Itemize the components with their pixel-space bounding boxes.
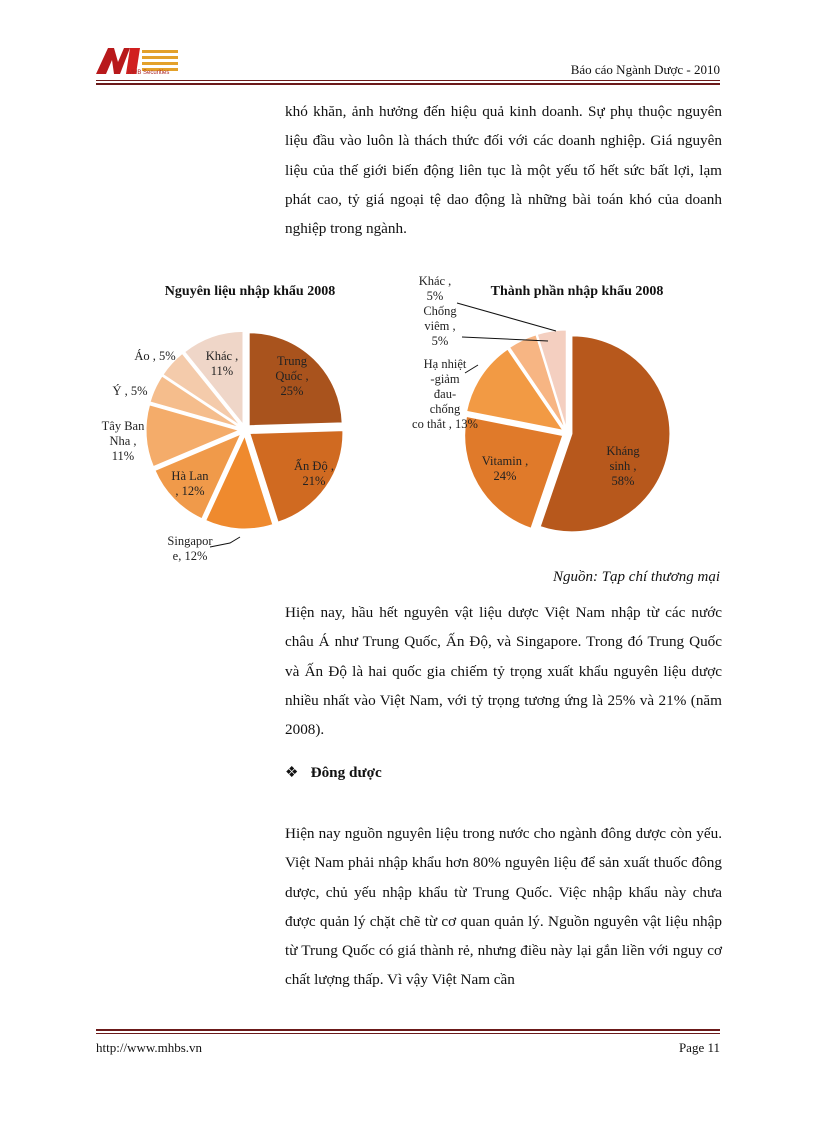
footer-rule-thick: [96, 1029, 720, 1031]
chart1-label-5: Ý , 5%: [112, 384, 148, 398]
header-rule-thick: [96, 83, 720, 85]
chart1-label-6: Áo , 5%: [134, 349, 176, 363]
diamond-bullet-icon: ❖: [285, 764, 299, 781]
paragraph-sources: Hiện nay, hầu hết nguyên vật liệu dược Việt Nam nhập từ các nước châu Á như Trung Quốc, Ấn Độ, và Singapore. Trong đó Trung Quốc và Ấn Độ là hai quốc gia chiếm tỷ trọng xuất khẩu nguyên liệu dược nhiều nhất vào Việt Nam, với tỷ trọng tương ứng là 25% và 21% (năm 2008).: [285, 604, 722, 739]
chart1-title: Nguyên liệu nhập khẩu 2008: [164, 284, 336, 299]
header-rule: [96, 80, 720, 81]
pie-charts: [90, 265, 730, 565]
report-title: Báo cáo Ngành Dược - 2010: [570, 62, 720, 77]
section-heading: [285, 763, 382, 782]
chart1-label-2: Singapor e, 12%: [167, 534, 213, 563]
chart2-label-4: Khác , 5%: [418, 274, 452, 303]
chart2-title: Thành phần nhập khẩu 2008: [490, 284, 664, 299]
chart1-label-7: Khác , 11%: [205, 349, 239, 378]
chart1-label-0: Trung Quốc , 25%: [275, 354, 309, 398]
paragraph-traditional-medicine: Hiện nay nguồn nguyên liệu trong nước cho ngành đông dược còn yếu. Việt Nam phải nhập khẩu hơn 80% nguyên liệu để sản xuất thuốc đông dược, chủ yếu nhập khẩu từ Trung Quốc. Việc nhập khẩu này chưa được quản lý chặt chẽ từ cơ quan quản lý. Nguồn nguyên vật liệu nhập từ Trung Quốc có giá thành rẻ, nhưng điều này lại gắn liền với nguy cơ chất lượng thấp. Vì vậy Việt Nam cần: [285, 825, 722, 989]
chart2-label-1: Vitamin , 24%: [481, 454, 529, 483]
chart2-label-3: Chống viêm , 5%: [423, 304, 457, 348]
chart2-label-0: Kháng sinh , 58%: [606, 444, 640, 488]
chart2-leader-line-0: [457, 303, 556, 331]
footer-rule: [96, 1033, 720, 1034]
chart1-label-3: Hà Lan , 12%: [171, 469, 209, 498]
section-title: Đông dược: [310, 764, 382, 781]
chart1-label-1: Ấn Độ , 21%: [294, 459, 334, 488]
footer-url[interactable]: http://www.mhbs.vn: [96, 1040, 203, 1055]
chart2-label-2: Hạ nhiệt -giảm đau-chống co thắt , 13%: [412, 357, 478, 431]
source-note: Nguồn: Tạp chí thương mại: [552, 569, 720, 585]
paragraph-intro: khó khăn, ảnh hưởng đến hiệu quả kinh doanh. Sự phụ thuộc nguyên liệu đầu vào luôn là thách thức đối với các doanh nghiệp. Giá nguyên liệu của thế giới biến động liên tục là một yếu tố hết sức bất lợi, lạm phát cao, tỷ giá ngoại tệ dao động là những bài toán khó của doanh nghiệp trong ngành.: [285, 103, 722, 238]
logo-caption: MHB Securities: [128, 70, 170, 76]
chart1-leader-line: [210, 537, 240, 547]
chart1-label-4: Tây Ban Nha , 11%: [101, 419, 145, 463]
chart2-leader-line-2: [465, 365, 478, 373]
page-number: Page 11: [678, 1040, 720, 1055]
chart2-slices: [465, 330, 670, 532]
